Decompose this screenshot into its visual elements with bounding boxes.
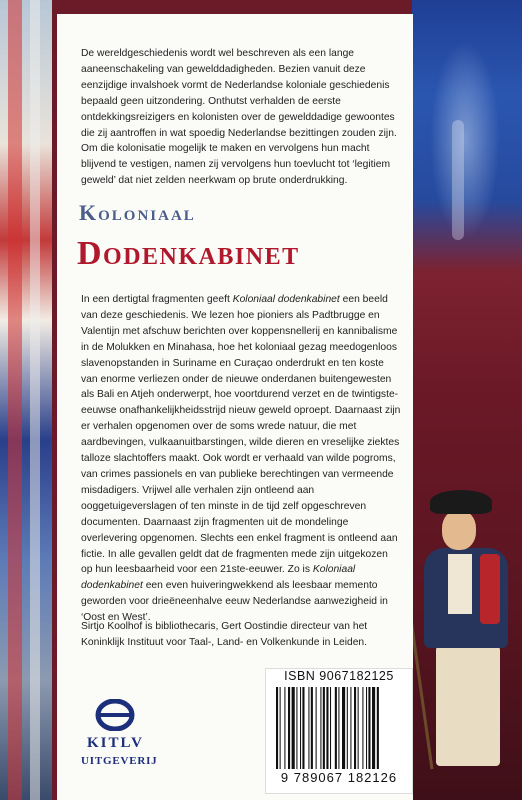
title-line-1: Koloniaal	[79, 200, 196, 225]
kitlv-emblem-icon	[95, 699, 135, 731]
soldier-illustration	[418, 470, 522, 770]
body-text: In een dertigtal fragmenten geeft	[81, 294, 233, 305]
book-title-italic: Koloniaal dodenkabinet	[81, 564, 356, 592]
flag-stripe-white	[30, 0, 40, 800]
publisher-logo	[81, 699, 161, 769]
figure-face	[442, 510, 476, 550]
body-paragraph	[81, 292, 401, 626]
body-text: een even huiveringwekkend als leesbaar memento geworden voor drieëneenhalve eeuw Nederlandse aanwezigheid in ‘Oost en West’.	[81, 580, 388, 624]
intro-paragraph: De wereldgeschiedenis wordt wel beschreven als een lange aaneenschakeling van gewelddadigheden. Bezien vanuit deze eenzijdige invalshoek vormt de Nederlandse koloniale geschiedenis bepaald geen uitzondering. Onthutst verhalden de eerste ontdekkingsreizigers en kolonisten over de gewelddadige gewoontes die zij aantroffen in wat spoedig Nederlandse bezittingen zouden zijn. Om die kolonisatie mogelijk te maken en vervolgens hun macht blijvend te vestigen, namen zij vervolgens hun toevlucht tot ‘legitiem geweld’ dat niet zelden neerkwam op brute onderdrukking.	[81, 48, 397, 187]
figure-legs	[436, 646, 500, 766]
ean-number: 9 789067 182126	[280, 770, 398, 785]
painting-detail	[452, 120, 464, 240]
authors-paragraph: Sirtjo Koolhof is bibliothecaris, Gert Oostindie directeur van het Koninklijk Instituut voor Taal-, Land- en Volkenkunde in Leiden.	[81, 621, 368, 648]
text-panel	[57, 14, 413, 800]
painting-strip-left	[0, 0, 52, 800]
isbn-number: ISBN 9067182125	[284, 669, 394, 683]
publisher-name: KITLV	[87, 735, 144, 751]
figure-hat	[430, 490, 492, 514]
flag-stripe-red	[8, 0, 22, 800]
figure-shirt	[448, 554, 472, 614]
publisher-subtitle: UITGEVERIJ	[81, 755, 158, 767]
title-line-2: Dodenkabinet	[77, 235, 300, 272]
painting-detail	[430, 40, 500, 240]
body-text: een beeld van deze geschiedenis. We lezen hoe pioniers als Padtbrugge en Valentijn met afschuw berichten over koppensnellerij en kannibalisme in de Molukken en Minahasa, hoe het koloniaal gezag meedogenloos slavenopstanden in Suriname en Curaçao onderdrukt en ten koste van enorme verliezen onder de nieuwe onderdanen buitengewesten als Bali en Atjeh onderwerpt, hoe voortdurend verzet en de twintigste-eeuwse onafhankelijkheidsstrijd nieuw geweld oproept. Daarnaast zijn er verhalen opgenomen over de soms wrede natuur, die met aardbevingen, vulkaanuitbarstingen, wilde dieren en vreselijke ziektes talloze slachtoffers maakt. Ook wordt er verhaald van wilde pogroms, van crimes passionels en van publieke berechtingen van vermeende misdadigers. Vrijwel alle verhalen zijn ontleend aan ooggetuigeverslagen of ten minste in de tijd zelf opgeschreven documenten. Daarnaast zijn fragmenten uit de mondelinge overlevering opgenomen. Slechts een enkel fragment is ontleend aan fictie. In alle gevallen geldt dat de fragmenten mede zijn uitgekozen op hun leesbaarheid voor een 21ste-eeuwer. Zo is	[81, 294, 401, 576]
barcode-bars	[274, 687, 406, 769]
isbn-barcode	[265, 668, 413, 794]
book-title-italic: Koloniaal dodenkabinet	[232, 294, 340, 305]
figure-lapel	[480, 554, 500, 624]
